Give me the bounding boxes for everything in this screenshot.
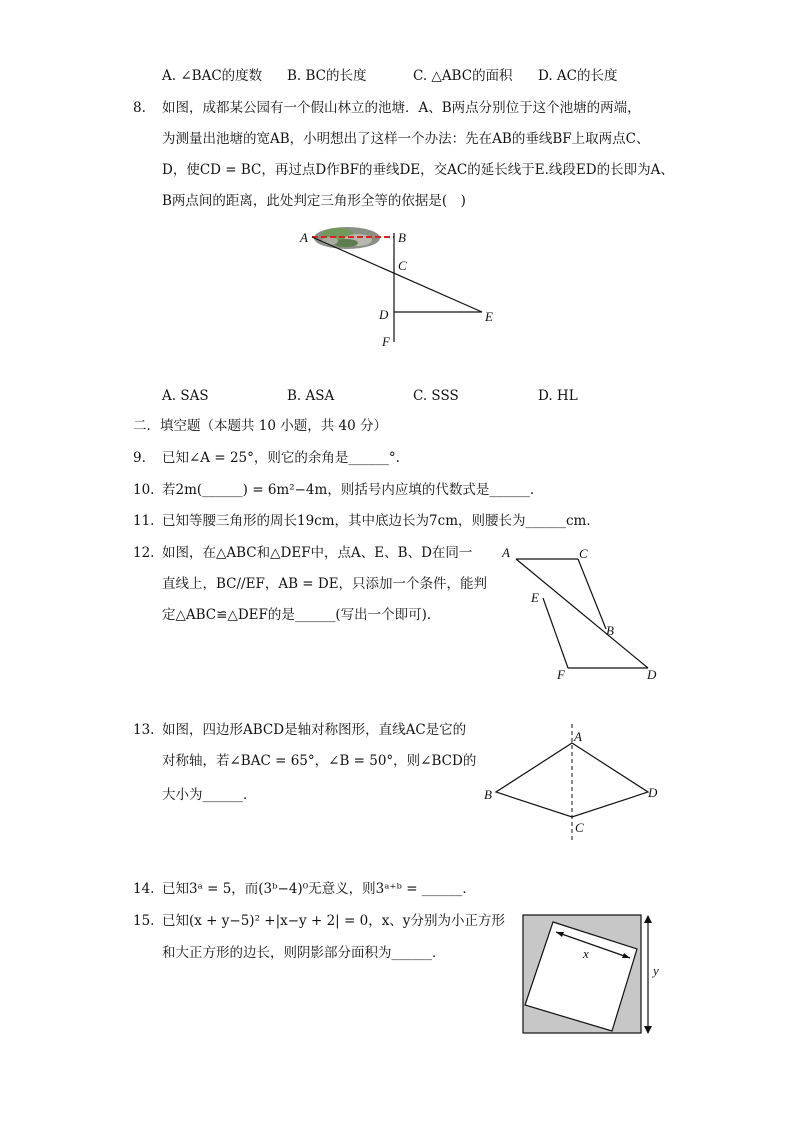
q10-text: 若2m(______) = 6m²−4m，则括号内应填的代数式是______． <box>162 482 544 498</box>
q15-squares-figure <box>520 912 670 1038</box>
q8-pond-figure <box>290 215 510 355</box>
q13-line-1: 如图，四边形ABCD是轴对称图形，直线AC是它的 <box>162 722 467 738</box>
q14-number: 14. <box>133 881 155 897</box>
bc-segment <box>578 559 606 629</box>
q8-option-b: B. ASA <box>287 388 335 404</box>
q14-text: 已知3ᵃ = 5，而(3ᵇ−4)⁰无意义，则3ᵃ⁺ᵇ = ______． <box>162 881 476 897</box>
q7-option-a: A. ∠BAC的度数 <box>162 68 263 84</box>
q13-number: 13. <box>133 722 155 738</box>
label-b: B <box>398 230 406 245</box>
q11-number: 11. <box>133 513 155 529</box>
label-d: D <box>379 307 389 322</box>
label-e: E <box>485 309 493 324</box>
section-title: 二．填空题（本题共 10 小题，共 40 分） <box>133 418 388 434</box>
label-b: B <box>606 623 614 638</box>
q12-line-1: 如图，在△ABC和△DEF中，点A、E、B、D在同一 <box>162 545 473 561</box>
label-a: A <box>300 230 308 245</box>
q12-figure <box>495 540 670 685</box>
q7-option-d: D. AC的长度 <box>538 68 618 84</box>
ad-line <box>516 559 648 668</box>
q15-line-2: 和大正方形的边长，则阴影部分面积为______． <box>162 945 446 961</box>
q8-line-3: D，使CD = BC，再过点D作BF的垂线DE，交AC的延长线于E.线段ED的长即为A、 <box>162 162 674 178</box>
q13-line-2: 对称轴，若∠BAC = 65°，∠B = 50°，则∠BCD的 <box>162 753 477 769</box>
label-x: x <box>583 946 589 961</box>
q12-line-2: 直线上，BC//EF，AB = DE，只添加一个条件，能判 <box>162 576 488 592</box>
q8-option-d: D. HL <box>538 388 578 404</box>
label-d: D <box>648 785 658 800</box>
q8-line-4: B两点间的距离，此处判定三角形全等的依据是( ) <box>162 193 466 209</box>
q10-number: 10. <box>133 482 155 498</box>
label-d: D <box>647 667 657 682</box>
q12-line-3: 定△ABC≌△DEF的是______(写出一个即可)． <box>162 607 441 623</box>
y-arrow-top <box>644 915 652 923</box>
label-a: A <box>502 545 510 560</box>
q9-number: 9. <box>133 450 146 466</box>
ae-line <box>312 237 482 312</box>
q13-line-3: 大小为______． <box>162 787 257 803</box>
label-b: B <box>484 787 492 802</box>
q15-line-1: 已知(x + y−5)² +|x−y + 2| = 0，x、y分别为小正方形 <box>162 913 505 929</box>
ef-segment <box>543 598 568 668</box>
q9-text: 已知∠A = 25°，则它的余角是______°. <box>162 450 400 466</box>
q8-option-a: A. SAS <box>162 388 209 404</box>
label-f: F <box>382 334 390 349</box>
q7-option-b: B. BC的长度 <box>287 68 367 84</box>
label-c: C <box>579 546 588 561</box>
q8-number: 8. <box>133 100 146 116</box>
label-y: y <box>653 963 659 978</box>
label-c: C <box>398 258 407 273</box>
y-arrow-bottom <box>644 1026 652 1034</box>
q15-number: 15. <box>133 913 155 929</box>
q13-kite-figure <box>478 720 668 845</box>
label-f: F <box>557 667 565 682</box>
q11-text: 已知等腰三角形的周长19cm，其中底边长为7cm，则腰长为______cm． <box>162 513 600 529</box>
label-a: A <box>574 729 582 744</box>
q8-line-1: 如图，成都某公园有一个假山林立的池塘．A、B两点分别位于这个池塘的两端， <box>162 100 641 116</box>
label-e: E <box>531 590 539 605</box>
q8-line-2: 为测量出池塘的宽AB，小明想出了这样一个办法：先在AB的垂线BF上取两点C、 <box>162 131 650 147</box>
label-c: C <box>575 820 584 835</box>
q7-option-c: C. △ABC的面积 <box>413 68 513 84</box>
q12-number: 12. <box>133 545 155 561</box>
q8-option-c: C. SSS <box>413 388 459 404</box>
